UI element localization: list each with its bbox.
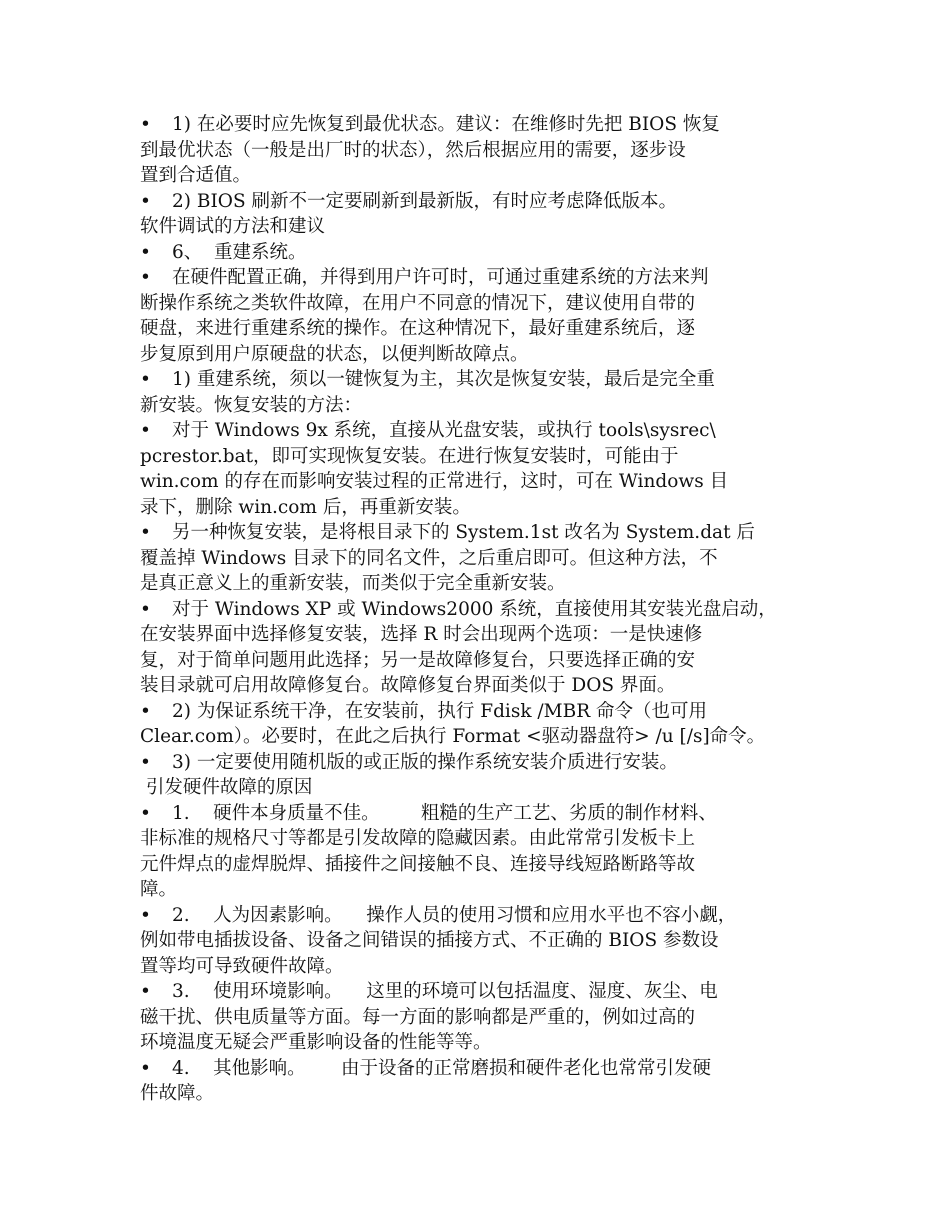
line-text: 步复原到用户原硬盘的状态，以便判断故障点。 — [140, 343, 529, 365]
bullet-line — [140, 903, 820, 929]
text-line — [140, 954, 820, 980]
text-line — [140, 1081, 820, 1107]
line-text: 覆盖掉 Windows 目录下的同名文件，之后重启即可。但这种方法，不 — [140, 547, 718, 569]
text-line — [140, 214, 820, 240]
line-text: 2) 为保证系统干净，在安装前，执行 Fdisk /MBR 命令（也可用 — [172, 700, 708, 722]
line-text: 件故障。 — [140, 1083, 215, 1104]
document-page — [140, 112, 820, 1107]
text-line — [140, 673, 820, 699]
line-text: 3) 一定要使用随机版的或正版的操作系统安装介质进行安装。 — [172, 751, 678, 773]
line-text: 对于 Windows 9x 系统，直接从光盘安装，或执行 tools\sysrec\ — [172, 420, 716, 441]
line-text: win.com 的存在而影响安装过程的正常进行，这时，可在 Windows 目 — [140, 471, 729, 492]
text-line — [140, 648, 820, 674]
text-line — [140, 571, 820, 597]
bullet-marker: • — [140, 981, 151, 1002]
bullet-marker: • — [140, 114, 151, 135]
text-line — [140, 495, 820, 521]
bullet-line — [140, 979, 820, 1005]
line-text: 元件焊点的虚焊脱焊、插接件之间接触不良、连接导线短路断路等故 — [140, 853, 696, 875]
text-line — [140, 1030, 820, 1056]
line-text: 在硬件配置正确，并得到用户许可时，可通过重建系统的方法来判 — [172, 267, 709, 288]
bullet-line — [140, 265, 820, 291]
line-text: 1. 硬件本身质量不佳。 粗糙的生产工艺、劣质的制作材料、 — [172, 802, 717, 824]
text-line — [140, 469, 820, 495]
text-line — [140, 393, 820, 419]
line-text: 新安装。恢复安装的方法： — [140, 394, 363, 416]
line-text: 装目录就可启用故障修复台。故障修复台界面类似于 DOS 界面。 — [140, 675, 676, 696]
text-line — [140, 138, 820, 164]
text-line — [140, 852, 820, 878]
text-line — [140, 724, 820, 750]
line-text: 2) BIOS 刷新不一定要刷新到最新版，有时应考虑降低版本。 — [172, 190, 677, 212]
line-text: 1) 在必要时应先恢复到最优状态。建议：在维修时先把 BIOS 恢复 — [172, 114, 720, 135]
line-text: 3. 使用环境影响。 这里的环境可以包括温度、湿度、灰尘、电 — [172, 981, 718, 1002]
line-text: 置等均可导致硬件故障。 — [140, 955, 344, 977]
bullet-line — [140, 112, 820, 138]
bullet-line — [140, 750, 820, 776]
bullet-line — [140, 597, 820, 623]
bullet-line — [140, 240, 820, 266]
line-text: 环境温度无疑会严重影响设备的性能等等。 — [140, 1032, 492, 1053]
line-text: 1) 重建系统，须以一键恢复为主，其次是恢复安装，最后是完全重 — [172, 369, 715, 390]
line-text: 断操作系统之类软件故障，在用户不同意的情况下，建议使用自带的 — [140, 292, 696, 314]
bullet-marker: • — [140, 420, 151, 441]
text-line — [140, 546, 820, 572]
bullet-marker: • — [140, 598, 151, 620]
bullet-marker: • — [140, 751, 151, 773]
line-text: 是真正意义上的重新安装，而类似于完全重新安装。 — [140, 573, 566, 594]
line-text: 对于 Windows XP 或 Windows2000 系统，直接使用其安装光盘启动， — [172, 598, 777, 620]
line-text: 录下，删除 win.com 后，再重新安装。 — [140, 496, 471, 518]
bullet-line — [140, 1056, 820, 1082]
bullet-marker: • — [140, 241, 151, 263]
bullet-line — [140, 418, 820, 444]
text-line — [140, 775, 820, 801]
line-text: pcrestor.bat，即可实现恢复安装。在进行恢复安装时，可能由于 — [140, 445, 679, 467]
line-text: 非标准的规格尺寸等都是引发故障的隐藏因素。由此常常引发板卡上 — [140, 828, 696, 849]
line-text: 到最优状态（一般是出厂时的状态），然后根据应用的需要，逐步设 — [140, 139, 686, 161]
line-text: 2. 人为因素影响。 操作人员的使用习惯和应用水平也不容小觑， — [172, 904, 737, 926]
bullet-marker: • — [140, 267, 151, 288]
bullet-line — [140, 699, 820, 725]
text-line — [140, 622, 820, 648]
text-line — [140, 342, 820, 368]
line-text: 软件调试的方法和建议 — [140, 216, 326, 237]
text-line — [140, 444, 820, 470]
bullet-marker: • — [140, 369, 151, 390]
bullet-marker: • — [140, 802, 151, 824]
text-line — [140, 1005, 820, 1031]
line-text: 障。 — [140, 879, 178, 900]
bullet-line — [140, 801, 820, 827]
line-text: 复，对于简单问题用此选择；另一是故障修复台，只要选择正确的安 — [140, 649, 696, 671]
line-text: 置到合适值。 — [140, 165, 252, 186]
line-text: Clear.com）。必要时，在此之后执行 Format <驱动器盘符> /u [/s]命令。 — [140, 726, 766, 747]
text-line — [140, 826, 820, 852]
bullet-marker: • — [140, 190, 151, 212]
line-text: 另一种恢复安装，是将根目录下的 System.1st 改名为 System.dat 后 — [172, 522, 755, 543]
text-line — [140, 877, 820, 903]
bullet-marker: • — [140, 1057, 151, 1079]
bullet-line — [140, 367, 820, 393]
line-text: 硬盘，来进行重建系统的操作。在这种情况下，最好重建系统后，逐 — [140, 318, 696, 339]
bullet-marker: • — [140, 700, 151, 722]
line-text: 磁干扰、供电质量等方面。每一方面的影响都是严重的，例如过高的 — [140, 1006, 696, 1028]
bullet-marker: • — [140, 522, 151, 543]
bullet-marker: • — [140, 904, 151, 926]
line-text: 在安装界面中选择修复安装，选择 R 时会出现两个选项：一是快速修 — [140, 624, 703, 645]
line-text: 6、 重建系统。 — [172, 241, 307, 263]
line-text: 4. 其他影响。 由于设备的正常磨损和硬件老化也常常引发硬 — [172, 1057, 711, 1079]
text-line — [140, 163, 820, 189]
text-line — [140, 928, 820, 954]
bullet-line — [140, 189, 820, 215]
text-line — [140, 291, 820, 317]
bullet-line — [140, 520, 820, 546]
line-text: 引发硬件故障的原因 — [140, 777, 313, 798]
text-line — [140, 316, 820, 342]
line-text: 例如带电插拔设备、设备之间错误的插接方式、不正确的 BIOS 参数设 — [140, 930, 719, 951]
